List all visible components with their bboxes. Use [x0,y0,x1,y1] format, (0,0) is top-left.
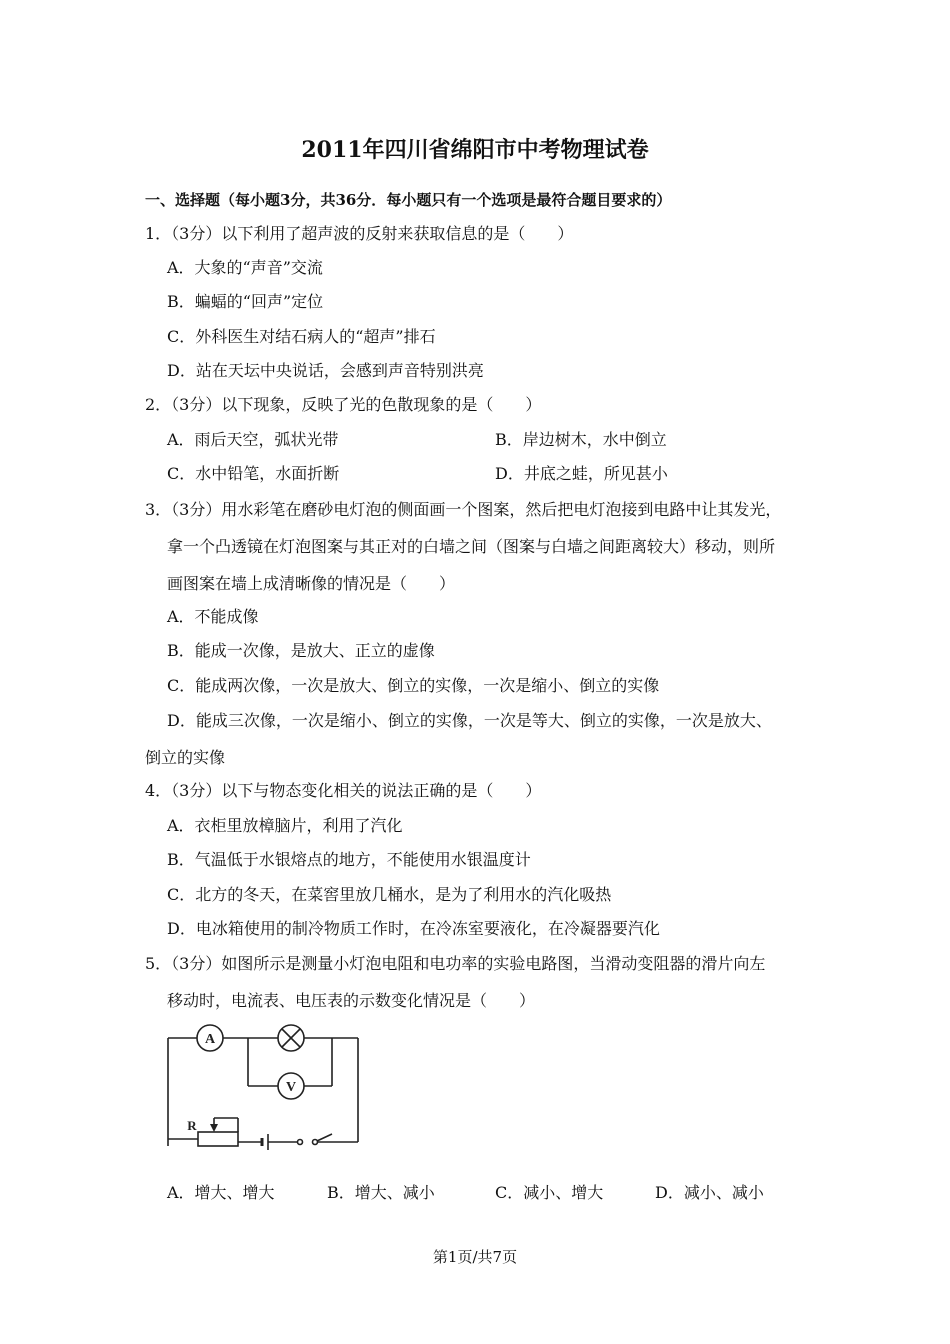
question-4-option-d: D．电冰箱使用的制冷物质工作时，在冷冻室要液化，在冷凝器要汽化 [167,919,660,938]
question-5-option-c: C．减小、增大 [495,1183,604,1202]
question-1-option-b: B．蝙蝠的“回声”定位 [167,292,324,311]
question-4-option-b: B．气温低于水银熔点的地方，不能使用水银温度计 [167,850,531,869]
question-2-stem: 2．（3分）以下现象，反映了光的色散现象的是（ ） [145,395,542,414]
question-5-option-d: D．减小、减小 [655,1183,764,1202]
page-title: 2011年四川省绵阳市中考物理试卷 [301,137,649,163]
question-3-stem-line-3: 画图案在墙上成清晰像的情况是（ ） [167,574,456,593]
question-2-option-a: A．雨后天空，弧状光带 [167,430,339,449]
question-4-option-a: A．衣柜里放樟脑片，利用了汽化 [167,816,403,835]
question-3-option-b: B．能成一次像，是放大、正立的虚像 [167,641,435,660]
question-4-option-c: C．北方的冬天，在菜窖里放几桶水，是为了利用水的汽化吸热 [167,885,612,904]
rheostat-label: R [187,1118,197,1133]
question-3-option-d: D．能成三次像，一次是缩小、倒立的实像，一次是等大、倒立的实像，一次是放大、 [167,711,772,730]
ammeter-label: A [204,1032,216,1047]
question-2-option-c: C．水中铅笔，水面折断 [167,464,340,483]
question-3-option-d-continued: 倒立的实像 [145,748,226,767]
question-2-option-d: D．井底之蛙，所见甚小 [495,464,668,483]
page-footer: 第1页/共7页 [432,1248,518,1266]
question-5-stem-line-2: 移动时，电流表、电压表的示数变化情况是（ ） [167,991,536,1010]
question-3-option-c: C．能成两次像，一次是放大、倒立的实像，一次是缩小、倒立的实像 [167,676,660,695]
question-3-option-a: A．不能成像 [167,607,259,626]
question-1-option-d: D．站在天坛中央说话，会感到声音特别洪亮 [167,361,484,380]
question-1-stem: 1．（3分）以下利用了超声波的反射来获取信息的是（ ） [145,224,574,243]
question-1-option-a: A．大象的“声音”交流 [167,258,323,277]
question-5-option-a: A．增大、增大 [167,1183,275,1202]
voltmeter-label: V [285,1080,297,1095]
question-2-option-b: B．岸边树木，水中倒立 [495,430,667,449]
question-4-stem: 4．（3分）以下与物态变化相关的说法正确的是（ ） [145,781,542,800]
question-3-stem-line-1: 3．（3分）用水彩笔在磨砂电灯泡的侧面画一个图案，然后把电灯泡接到电路中让其发光， [145,500,782,519]
question-5-option-b: B．增大、减小 [327,1183,435,1202]
circuit-diagram [160,1018,370,1153]
question-5-stem-line-1: 5．（3分）如图所示是测量小灯泡电阻和电功率的实验电路图，当滑动变阻器的滑片向左 [145,954,766,973]
rheostat-icon [198,1132,238,1146]
section-heading: 一、选择题（每小题3分，共36分．每小题只有一个选项是最符合题目要求的） [145,191,672,209]
question-1-option-c: C．外科医生对结石病人的“超声”排石 [167,327,436,346]
question-3-stem-line-2: 拿一个凸透镜在灯泡图案与其正对的白墙之间（图案与白墙之间距离较大）移动，则所 [167,537,776,556]
